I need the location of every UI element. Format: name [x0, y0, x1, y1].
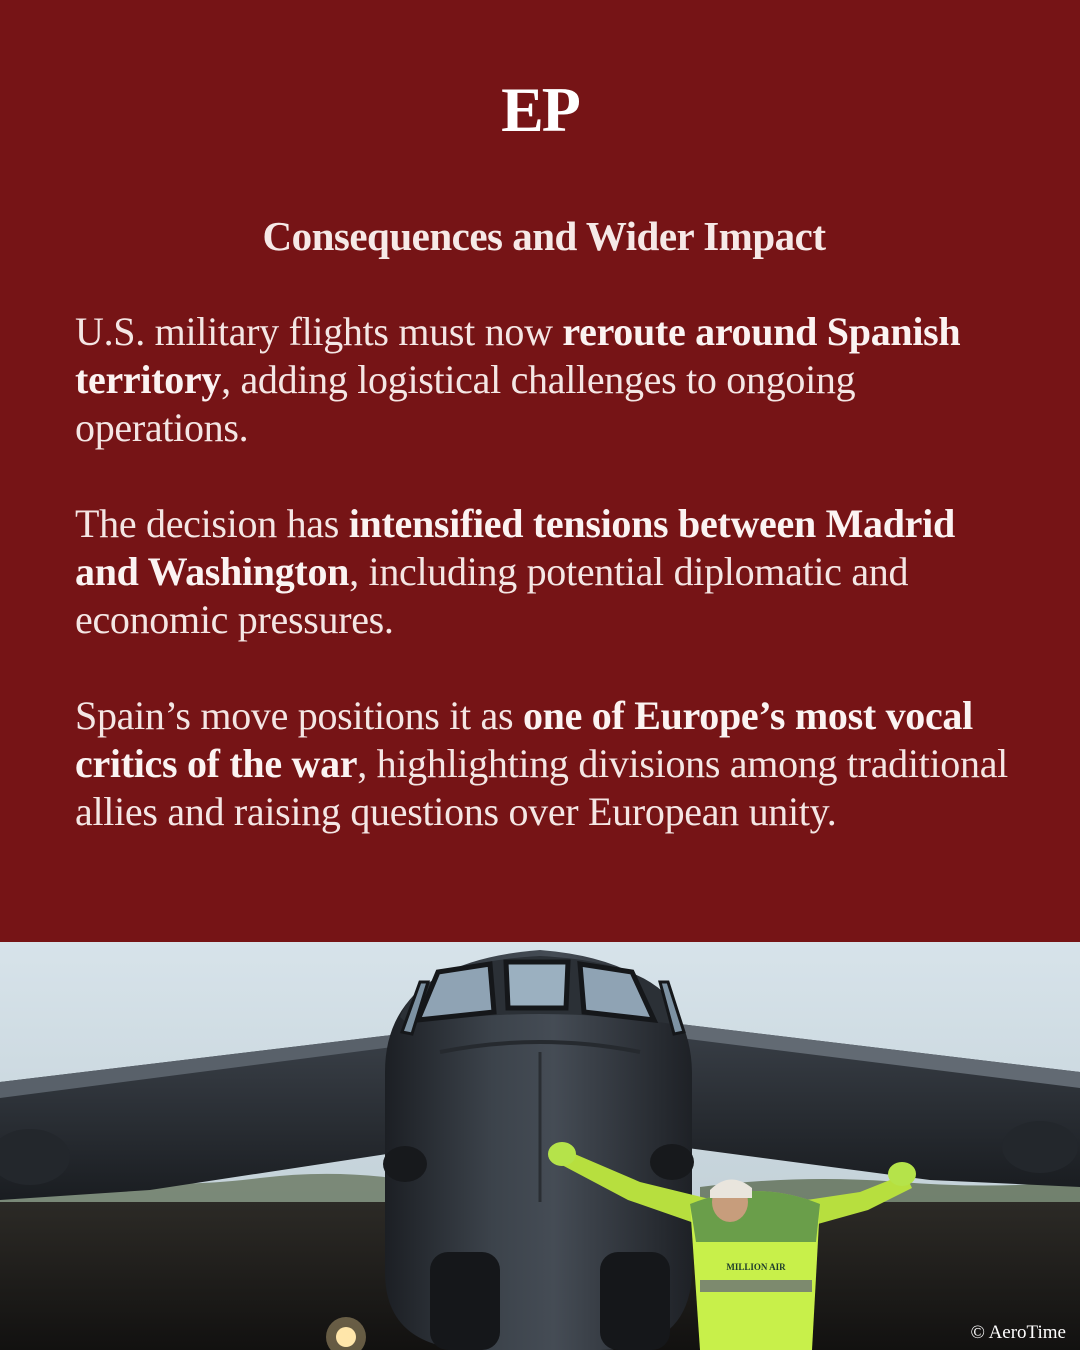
paragraph-3-highlight: one of Europe’s most vocal critics of the war	[75, 693, 973, 786]
paragraph-3-text: Spain’s move positions it as	[75, 693, 523, 738]
paragraph-1	[75, 308, 1015, 452]
paragraph-3-text-end: , highlighting divisions among traditional allies and raising questions over European unity.	[75, 741, 1008, 834]
paragraph-3	[75, 692, 1015, 836]
paragraph-1-text: U.S. military flights must now	[75, 309, 563, 354]
paragraph-1-highlight: reroute around Spanish territory	[75, 309, 961, 402]
paragraph-2-highlight: intensified tensions between Madrid and Washington	[75, 501, 955, 594]
paragraph-1-text-end: , adding logistical challenges to ongoing operations.	[75, 357, 856, 450]
paragraph-2-text: The decision has	[75, 501, 349, 546]
paragraph-2	[75, 500, 1015, 644]
bomber-photo	[0, 942, 1080, 1350]
brand-logo: EP	[501, 74, 579, 145]
photo-credit: © AeroTime	[970, 1322, 1066, 1343]
section-heading: Consequences and Wider Impact	[262, 213, 826, 259]
vest-text: MILLION AIR	[726, 1262, 786, 1272]
paragraph-2-text-end: , including potential diplomatic and economic pressures.	[75, 549, 909, 642]
